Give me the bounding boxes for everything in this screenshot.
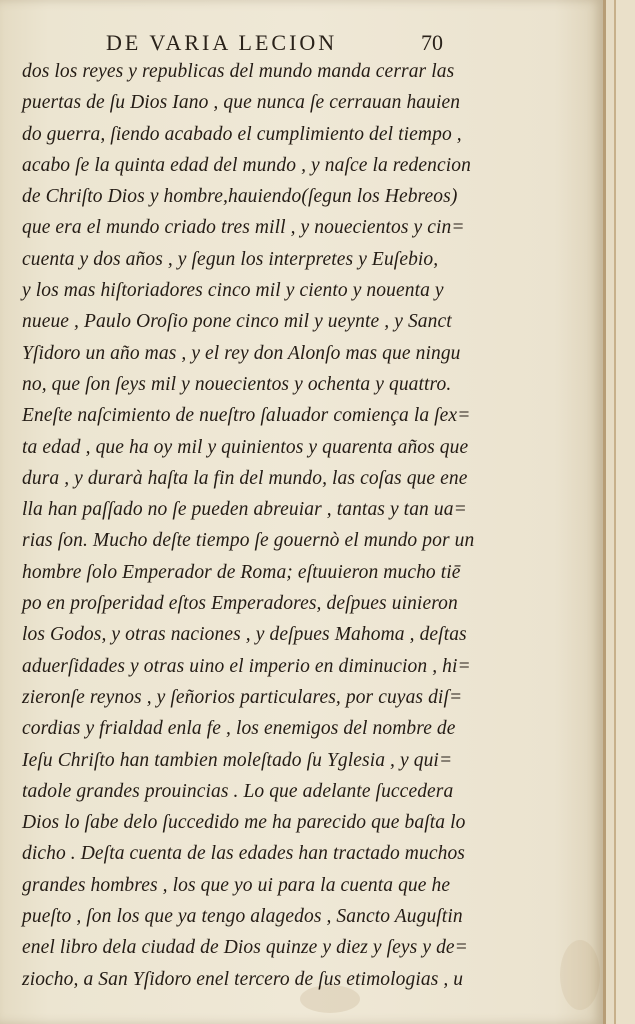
page-edge (606, 0, 614, 1024)
text-line: zieronſe reynos , y ſeñorios particulares, por cuyas diſ= (22, 686, 463, 708)
paper-stain (560, 940, 600, 1010)
text-line: enel libro dela ciudad de Dios quinze y diez y ſeys y de= (22, 937, 468, 959)
text-line: de Chriſto Dios y hombre,hauiendo(ſegun los Hebreos) (22, 186, 458, 208)
text-line: Dios lo ſabe delo ſuccedido me ha parecido que baſta lo (22, 812, 466, 834)
page-edge (616, 0, 635, 1024)
text-line: po en proſperidad eſtos Emperadores, deſpues uinieron (22, 593, 458, 615)
text-line: do guerra, ſiendo acabado el cumplimiento del tiempo , (22, 123, 462, 145)
text-line: Eneſte naſcimiento de nueſtro ſaluador comiença la ſex= (22, 405, 471, 427)
page-number: 70 (421, 30, 443, 55)
text-line: puertas de ſu Dios Iano , que nunca ſe cerrauan hauien (22, 92, 461, 114)
text-line: nueue , Paulo Oroſio pone cinco mil y ueynte , y Sanct (22, 311, 452, 333)
text-line: grandes hombres , los que yo ui para la cuenta que he (22, 874, 451, 896)
text-line: rias ſon. Mucho deſte tiempo ſe gouernò el mundo por un (22, 530, 475, 552)
text-line: hombre ſolo Emperador de Roma; eſtuuieron mucho tiē (22, 561, 461, 583)
text-line: tadole grandes prouincias . Lo que adelante ſuccedera (22, 780, 454, 802)
text-line: acabo ſe la quinta edad del mundo , y naſce la redencion (22, 154, 471, 176)
text-line: cuenta y dos años , y ſegun los interpretes y Euſebio, (22, 248, 439, 270)
body-text (22, 56, 492, 995)
text-line: Yſidoro un año mas , y el rey don Alonſo mas que ningu (22, 342, 461, 364)
text-line: pueſto , ſon los que ya tengo alagedos , Sancto Auguſtin (22, 906, 463, 928)
text-line: aduerſidades y otras uino el imperio en diminucion , hi= (22, 655, 471, 677)
text-line: ziocho, a San Yſidoro enel tercero de ſus etimologias , u (22, 968, 464, 990)
text-line: Ieſu Chriſto han tambien moleſtado ſu Yglesia , y qui= (22, 749, 453, 771)
text-line: dura , y durarà haſta la fin del mundo, las coſas que ene (22, 467, 468, 489)
text-line: dicho . Deſta cuenta de las edades han tractado muchos (22, 843, 465, 865)
text-line: y los mas hiſtoriadores cinco mil y ciento y nouenta y (22, 280, 444, 302)
text-line: lla han paſſado no ſe pueden abreuiar , tantas y tan ua= (22, 499, 467, 521)
text-line: que era el mundo criado tres mill , y nouecientos y cin= (22, 217, 465, 239)
running-title: DE VARIA LECION (106, 30, 338, 55)
text-line: los Godos, y otras naciones , y deſpues Mahoma , deſtas (22, 624, 467, 646)
text-line: dos los reyes y republicas del mundo manda cerrar las (22, 61, 455, 82)
text-line: ta edad , que ha oy mil y quinientos y quarenta años que (22, 436, 469, 458)
text-line: cordias y frialdad enla fe , los enemigos del nombre de (22, 718, 456, 740)
text-line: no, que ſon ſeys mil y nouecientos y ochenta y quattro. (22, 373, 452, 395)
